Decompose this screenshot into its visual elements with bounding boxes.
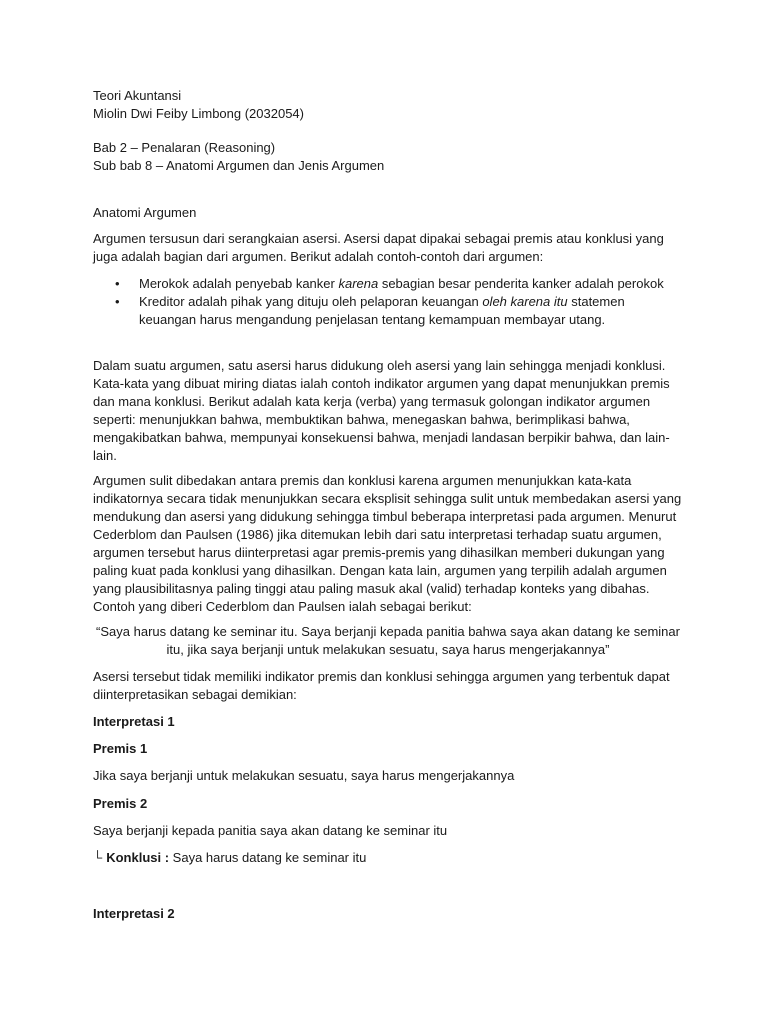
header-block: [93, 87, 683, 123]
list-item: • Merokok adalah penyebab kanker karena sebagian besar penderita kanker adalah perokok: [115, 276, 664, 291]
section-title: Anatomi Argumen: [93, 205, 197, 220]
premise-1-label: Premis 1: [93, 741, 148, 756]
interpretation-1-title: Interpretasi 1: [93, 714, 175, 729]
conclusion-label: Konklusi :: [106, 850, 170, 865]
paragraph-3: Asersi tersebut tidak memiliki indikator premis dan konklusi sehingga argumen yang terbentuk dapat diinterpretasikan sebagai demikian:: [93, 669, 670, 702]
chapter-block: [93, 139, 683, 175]
intro-paragraph: Argumen tersusun dari serangkaian asersi. Asersi dapat dipakai sebagai premis atau konklusi yang juga adalah bagian dari argumen. Berikut adalah contoh-contoh dari argumen:: [93, 231, 664, 264]
bullet-icon: •: [115, 294, 120, 309]
conclusion-text: Saya harus datang ke seminar itu: [169, 850, 367, 865]
quote-block: “Saya harus datang ke seminar itu. Saya berjanji kepada panitia bahwa saya akan datang ke seminar itu, jika saya berjanji untuk melakukan sesuatu, saya harus mengerjakannya”: [96, 624, 680, 657]
bullet-icon: •: [115, 276, 120, 291]
premise-2-text: Saya berjanji kepada panitia saya akan datang ke seminar itu: [93, 823, 448, 838]
course-title: Teori Akuntansi: [93, 88, 182, 103]
paragraph-1: Dalam suatu argumen, satu asersi harus didukung oleh asersi yang lain sehingga menjadi konklusi. Kata-kata yang dibuat miring diatas ialah contoh indikator argumen yang dapat menunjukkan premis dan mana konklusi. Berikut adalah kata kerja (verba) yang termasuk golongan indikator argumen seperti: menunjukkan bahwa, membuktikan bahwa, menegaskan bahwa, berimplikasi bahwa, mengakibatkan bahwa, mempunyai konsekuensi bahwa, menjadi landasan berpikir bahwa, dan lain-lain.: [93, 358, 670, 463]
conclusion-line: [93, 849, 683, 867]
paragraph-2: Argumen sulit dibedakan antara premis dan konklusi karena argumen menunjukkan kata-kata indikatornya secara tidak menunjukkan secara eksplisit sehingga sulit untuk membedakan asersi yang mendukung dan asersi yang didukung sehingga timbul beberapa interpretasi pada argumen. Menurut Cederblom dan Paulsen (1986) jika ditemukan lebih dari satu interpretasi terhadap suatu argumen, argumen tersebut harus diinterpretasi agar premis-premis yang dihasilkan memberi dukungan yang paling kuat pada konklusi yang dihasilkan. Dengan kata lain, argumen yang terpilih adalah argumen yang plausibilitasnya paling tinggi atau paling masuk akal (valid) terhadap konteks yang dibahas. Contoh yang diberi Cederblom dan Paulsen ialah sebagai berikut:: [93, 473, 682, 614]
example-list: [93, 275, 683, 329]
author-line: Miolin Dwi Feiby Limbong (2032054): [93, 106, 304, 121]
interpretation-2-title: Interpretasi 2: [93, 906, 175, 921]
subchapter-title: Sub bab 8 – Anatomi Argumen dan Jenis Argumen: [93, 158, 385, 173]
premise-2-label: Premis 2: [93, 796, 148, 811]
list-item: • Kreditor adalah pihak yang dituju oleh pelaporan keuangan oleh karena itu statemen keuangan harus mengandung penjelasan tentang kemampuan membayar utang.: [115, 294, 625, 327]
premise-1-text: Jika saya berjanji untuk melakukan sesuatu, saya harus mengerjakannya: [93, 768, 515, 783]
corner-arrow-icon: └: [93, 850, 103, 865]
chapter-title: Bab 2 – Penalaran (Reasoning): [93, 140, 276, 155]
